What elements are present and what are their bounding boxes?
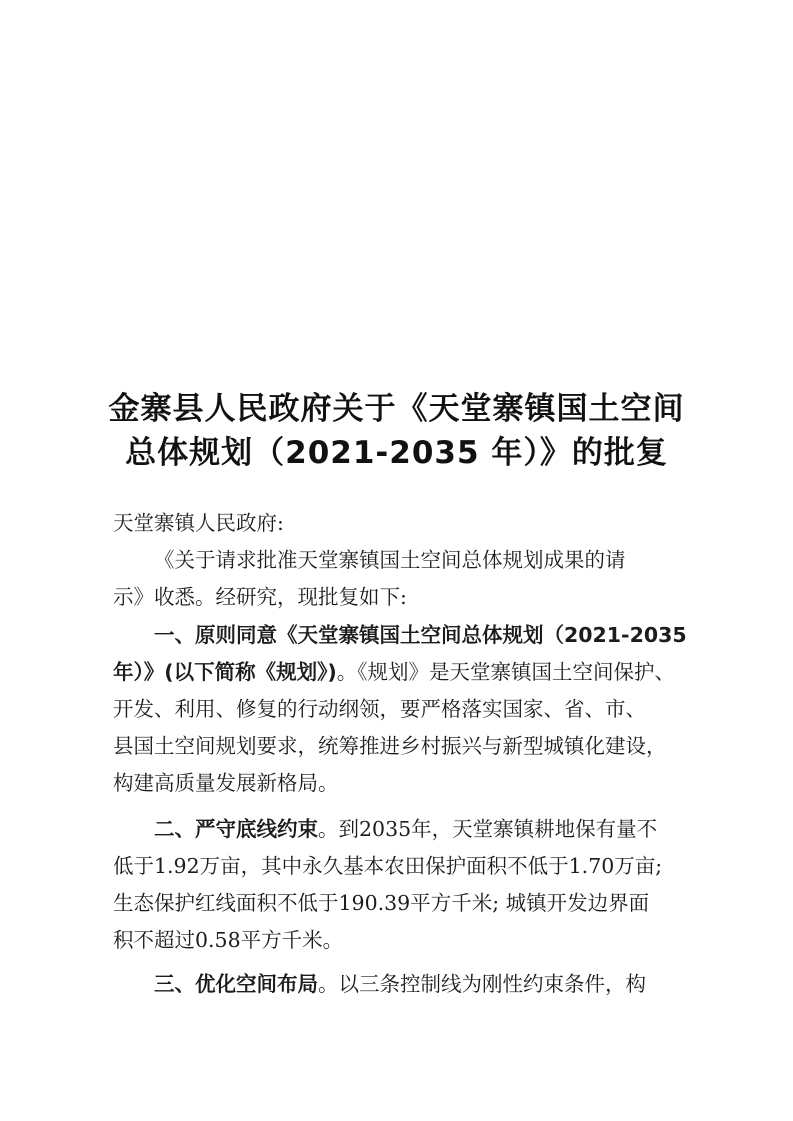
section1-line-2-rest: 。《规划》是天堂寨镇国土空间保护、 (336, 660, 675, 684)
document-title-line-2: 总体规划（2021-2035 年）》的批复 (125, 435, 668, 471)
section1-line-4: 县国土空间规划要求，统筹推进乡村振兴与新型城镇化建设， (113, 734, 667, 758)
section3-line-1-rest: 。以三条控制线为刚性约束条件，构 (318, 972, 646, 996)
section2-line-3: 生态保护红线面积不低于190.39平方千米; 城镇开发边界面 (113, 891, 650, 915)
section2-line-1 (113, 811, 724, 848)
document-title-line-1: 金寨县人民政府关于《天堂寨镇国土空间 (108, 391, 685, 427)
intro-line-1: 《关于请求批准天堂寨镇国土空间总体规划成果的请 (154, 548, 626, 572)
section1-line-2-bold: 年）》(以下简称《规划》) (113, 660, 337, 684)
section1-line-5: 构建高质量发展新格局。 (113, 771, 339, 795)
section1-line-3: 开发、利用、修复的行动纲领，要严格落实国家、省、市、 (113, 697, 646, 721)
section2-line-2: 低于1.92万亩，其中永久基本农田保护面积不低于1.70万亩; (113, 854, 663, 878)
section1-line-2 (113, 654, 683, 691)
section3-line-1 (113, 966, 724, 1003)
salutation: 天堂寨镇人民政府: (113, 511, 284, 535)
section2-line-1-rest: 。到2035年，天堂寨镇耕地保有量不 (318, 817, 658, 841)
section3-heading: 三、优化空间布局 (154, 972, 318, 996)
section2-heading: 二、严守底线约束 (154, 817, 318, 841)
section1-line-1: 一、原则同意《天堂寨镇国土空间总体规划（2021-2035 (154, 623, 687, 647)
intro-line-2: 示》收悉。经研究，现批复如下: (113, 585, 407, 609)
section2-line-4: 积不超过0.58平方千米。 (113, 928, 344, 952)
